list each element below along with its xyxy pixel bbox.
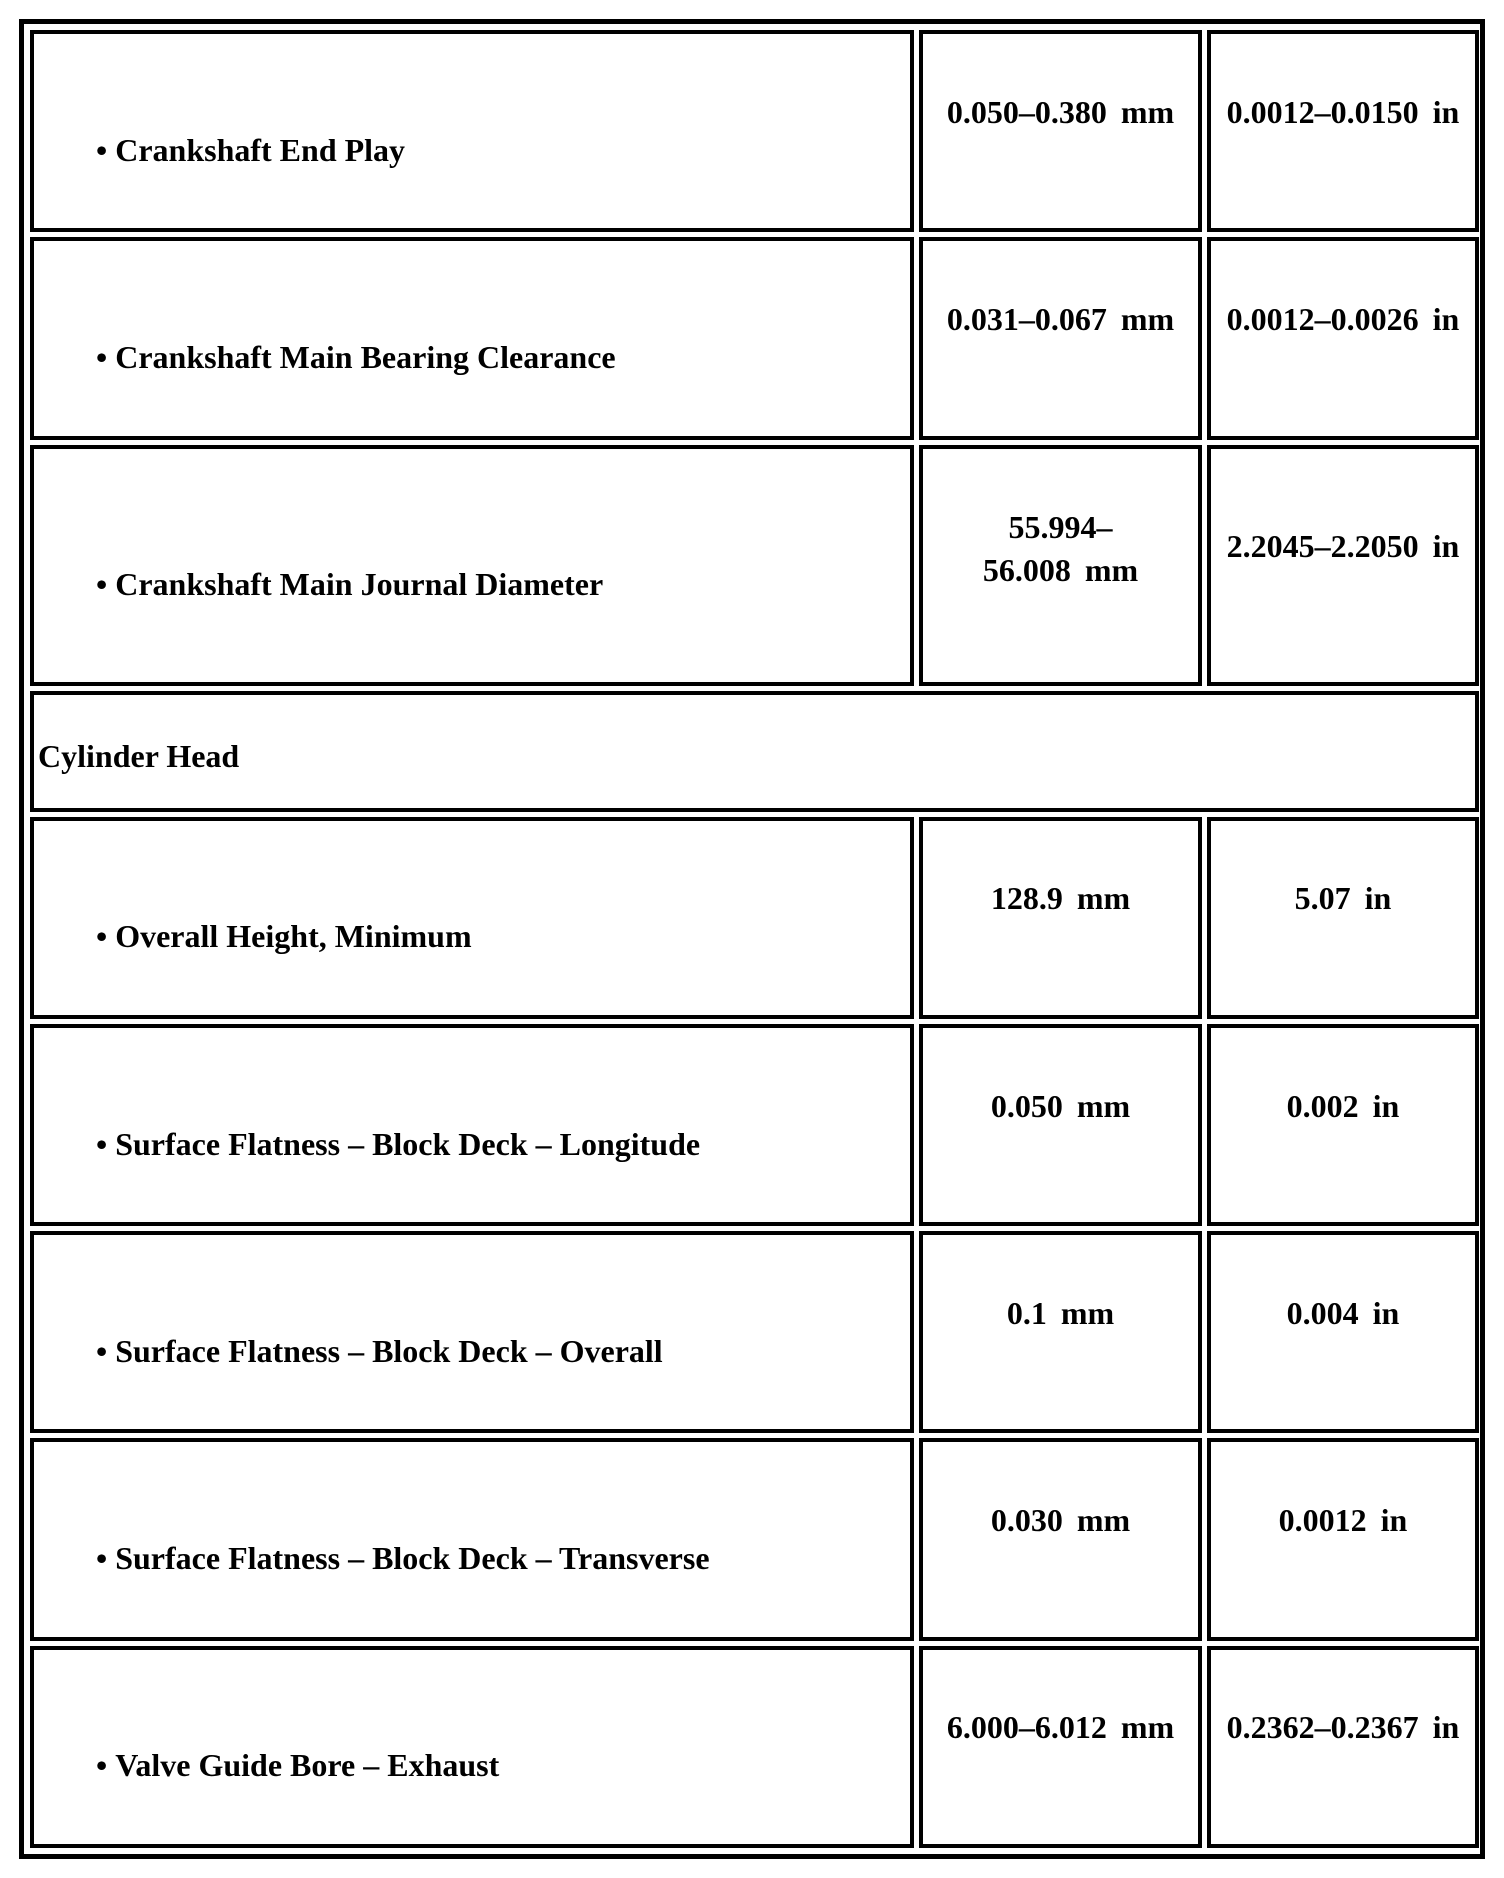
imperial-value-cell: 0.0012–0.0150 in	[1207, 30, 1479, 232]
table-row	[30, 445, 1479, 686]
metric-value-cell: 6.000–6.012 mm	[919, 1646, 1202, 1848]
bullet-icon: •	[96, 1540, 108, 1576]
spec-table	[25, 25, 1484, 1853]
spec-label-cell: • Crankshaft Main Journal Diameter	[30, 445, 914, 686]
table-row	[30, 1438, 1479, 1640]
spec-label-cell: • Surface Flatness – Block Deck – Transverse	[30, 1438, 914, 1640]
bullet-icon: •	[96, 918, 108, 955]
table-row	[30, 817, 1479, 1019]
table-row	[30, 1646, 1479, 1848]
table-row	[30, 1231, 1479, 1433]
metric-value-cell: 128.9 mm	[919, 817, 1202, 1019]
table-row	[30, 30, 1479, 232]
metric-value-cell: 55.994– 56.008 mm	[919, 445, 1202, 686]
spec-label-cell: • Surface Flatness – Block Deck – Overall	[30, 1231, 914, 1433]
imperial-value-cell: 0.2362–0.2367 in	[1207, 1646, 1479, 1848]
imperial-value-cell: 0.0012–0.0026 in	[1207, 237, 1479, 439]
metric-value-cell: 0.031–0.067 mm	[919, 237, 1202, 439]
table-row	[30, 1024, 1479, 1226]
metric-value-cell: 0.050–0.380 mm	[919, 30, 1202, 232]
imperial-value-cell: 5.07 in	[1207, 817, 1479, 1019]
bullet-icon: •	[96, 131, 108, 168]
spec-label-cell: • Overall Height, Minimum	[30, 817, 914, 1019]
bullet-icon: •	[96, 565, 108, 602]
spec-label-cell: • Crankshaft Main Bearing Clearance	[30, 237, 914, 439]
spec-label-cell: • Valve Guide Bore – Exhaust	[30, 1646, 914, 1848]
metric-value-cell: 0.030 mm	[919, 1438, 1202, 1640]
table-row	[30, 237, 1479, 439]
imperial-value-cell: 2.2045–2.2050 in	[1207, 445, 1479, 686]
table-row	[30, 691, 1479, 812]
imperial-value-cell: 0.004 in	[1207, 1231, 1479, 1433]
bullet-icon: •	[96, 1332, 108, 1369]
bullet-icon: •	[96, 1125, 108, 1162]
imperial-value-cell: 0.002 in	[1207, 1024, 1479, 1226]
bullet-icon: •	[96, 338, 108, 375]
metric-value-cell: 0.050 mm	[919, 1024, 1202, 1226]
imperial-value-cell: 0.0012 in	[1207, 1438, 1479, 1640]
section-header: Cylinder Head	[30, 691, 1479, 812]
spec-label-cell: • Surface Flatness – Block Deck – Longitude	[30, 1024, 914, 1226]
spec-label-cell: • Crankshaft End Play	[30, 30, 914, 232]
metric-value-cell: 0.1 mm	[919, 1231, 1202, 1433]
bullet-icon: •	[96, 1747, 108, 1784]
